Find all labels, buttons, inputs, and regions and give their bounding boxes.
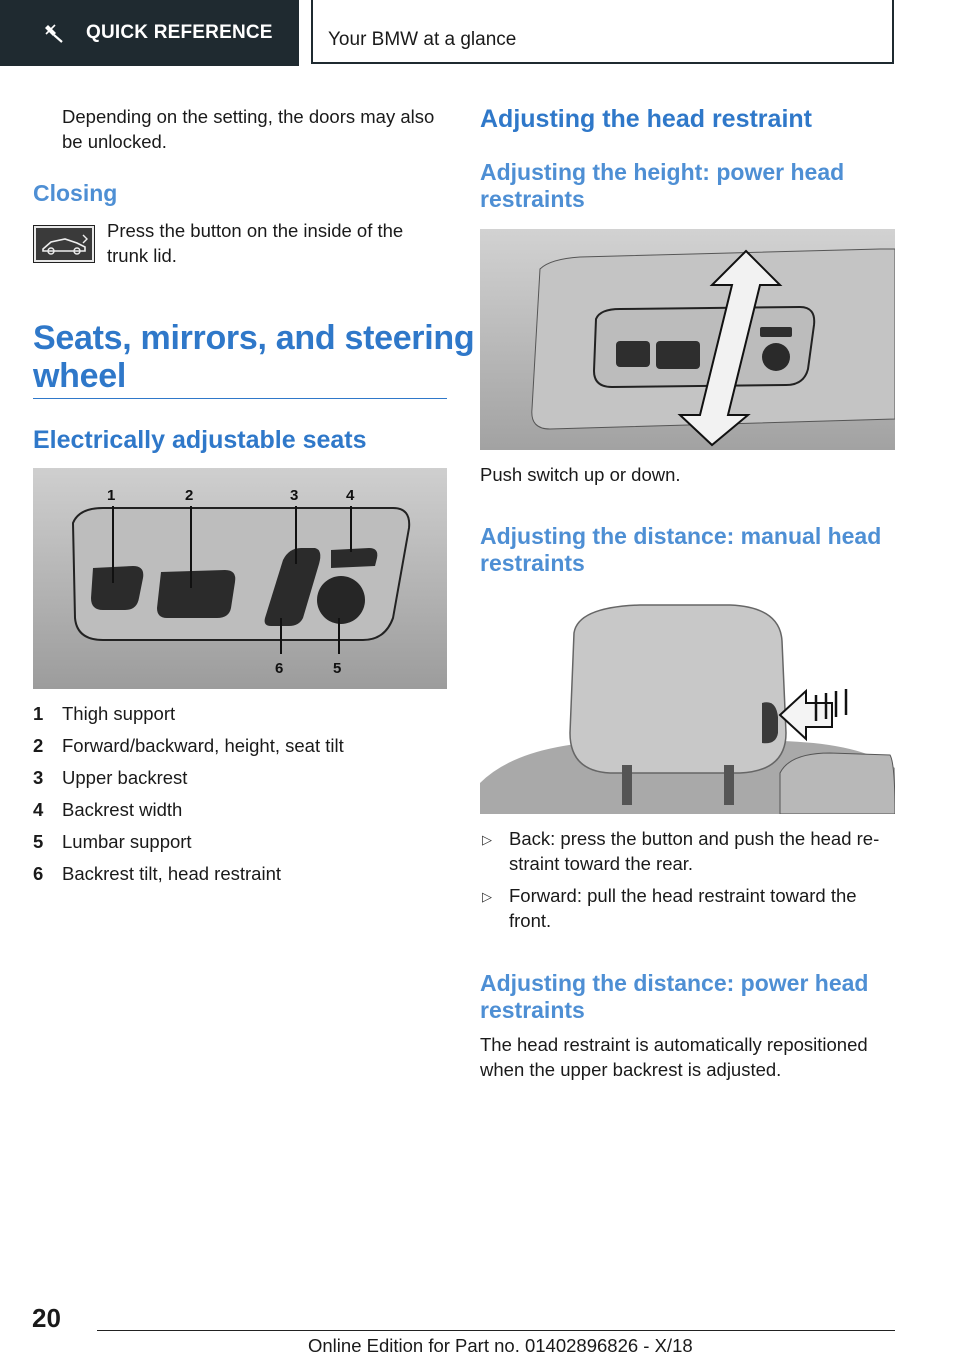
list-number: 2 [33, 735, 44, 756]
list-number: 5 [33, 831, 44, 852]
intro-line: Depending on the setting, the doors may also [62, 106, 435, 127]
power-line: when the upper backrest is adjusted. [480, 1059, 782, 1080]
seat-label-2: 2 [185, 487, 194, 504]
triangle-bullet-icon: ▷ [482, 832, 492, 847]
heading-divider [33, 398, 447, 399]
manual-head-restraint-image [480, 593, 895, 814]
main-heading-line: wheel [33, 357, 126, 395]
power-paragraph [480, 1032, 868, 1082]
seat-label-4: 4 [346, 487, 355, 504]
closing-text [107, 218, 403, 268]
closing-heading: Closing [33, 180, 118, 206]
list-item: Upper backrest [62, 767, 188, 788]
footer-divider [97, 1330, 895, 1331]
height-heading-line: Adjusting the height: power head [480, 159, 845, 185]
power-head-restraint-image [480, 229, 895, 450]
closing-line: trunk lid. [107, 245, 177, 266]
intro-paragraph [62, 104, 434, 154]
bullet-line: Back: press the button and push the head re- [509, 828, 880, 849]
seat-label-3: 3 [290, 487, 299, 504]
bullet-line: Forward: pull the head restraint toward the [509, 885, 857, 906]
intro-line: be unlocked. [62, 131, 167, 152]
main-heading [33, 319, 474, 395]
seat-label-6: 6 [275, 660, 284, 677]
power-heading-line: Adjusting the distance: power head [480, 970, 869, 996]
seat-label-5: 5 [333, 660, 342, 677]
seat-label-1: 1 [107, 487, 116, 504]
height-heading [480, 159, 844, 213]
list-number: 3 [33, 767, 44, 788]
trunk-close-icon [33, 225, 95, 263]
list-number: 4 [33, 799, 44, 820]
chapter-title: Your BMW at a glance [328, 29, 517, 50]
height-caption: Push switch up or down. [480, 464, 681, 485]
list-item: Thigh support [62, 703, 176, 724]
triangle-bullet-icon: ▷ [482, 889, 492, 904]
bullet-line: front. [509, 910, 552, 931]
list-item: Lumbar support [62, 831, 192, 852]
seat-controls-image [33, 468, 447, 689]
bullet-item [509, 883, 857, 933]
pin-icon [42, 21, 66, 45]
list-item: Backrest tilt, head restraint [62, 863, 282, 884]
chapter-title-box [311, 0, 894, 64]
list-item: Backrest width [62, 799, 183, 820]
section-tab-label: QUICK REFERENCE [86, 22, 273, 43]
bullet-item [509, 826, 879, 876]
list-number: 1 [33, 703, 44, 724]
power-heading-line: restraints [480, 997, 585, 1023]
power-line: The head restraint is automatically repositioned [480, 1034, 868, 1055]
seats-heading: Electrically adjustable seats [33, 426, 367, 454]
head-restraint-heading: Adjusting the head restraint [480, 105, 812, 133]
height-heading-line: restraints [480, 186, 585, 212]
bullet-line: straint toward the rear. [509, 853, 694, 874]
closing-line: Press the button on the inside of the [107, 220, 404, 241]
page-number: 20 [32, 1303, 61, 1333]
power-heading [480, 970, 868, 1024]
section-tab[interactable] [0, 0, 299, 66]
list-number: 6 [33, 863, 44, 884]
footer-edition: Online Edition for Part no. 01402896826 - X/18 [308, 1335, 693, 1356]
list-item: Forward/backward, height, seat tilt [62, 735, 344, 756]
manual-heading [480, 523, 881, 577]
manual-heading-line: restraints [480, 550, 585, 576]
manual-heading-line: Adjusting the distance: manual head [480, 523, 882, 549]
main-heading-line: Seats, mirrors, and steering [33, 319, 475, 357]
